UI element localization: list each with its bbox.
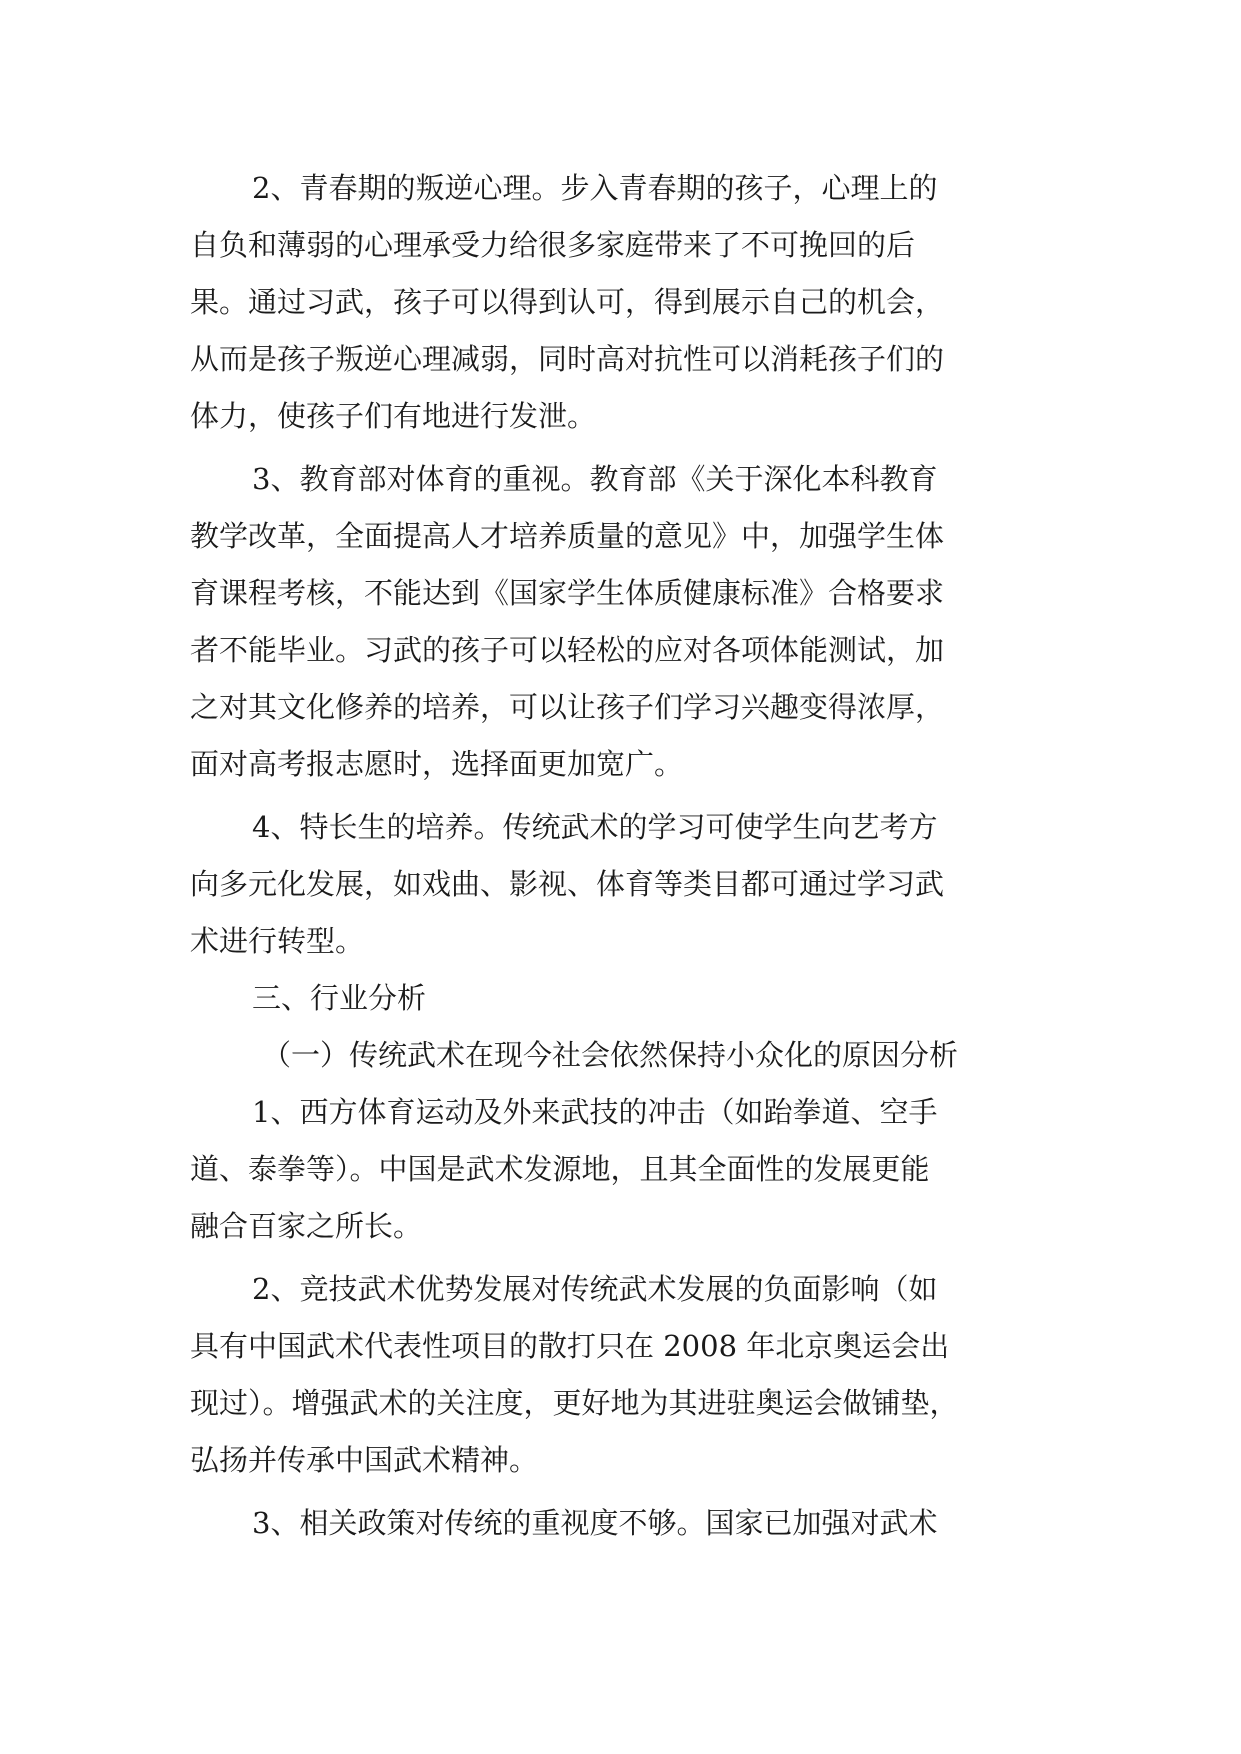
paragraph-special-talent [190,799,1070,970]
text-line: 1、西方体育运动及外来武技的冲击（如跆拳道、空手 [252,1095,938,1129]
text-line: 2、青春期的叛逆心理。步入青春期的孩子，心理上的 [252,171,938,205]
text-line: 从而是孩子叛逆心理减弱，同时高对抗性可以消耗孩子们的 [190,342,945,376]
text-line: 向多元化发展，如戏曲、影视、体育等类目都可通过学习武 [190,867,945,901]
text-line: 术进行转型。 [190,924,365,958]
text-line: 自负和薄弱的心理承受力给很多家庭带来了不可挽回的后 [190,228,916,262]
text-line: 融合百家之所长。 [190,1209,423,1243]
text-line: 者不能毕业。习武的孩子可以轻松的应对各项体能测试，加 [190,633,945,667]
text-line: 体力，使孩子们有地进行发泄。 [190,399,597,433]
subsection-heading [190,1027,1070,1084]
heading-line: （一）传统武术在现今社会依然保持小众化的原因分析 [262,1038,959,1072]
paragraph-rebellious-psychology [190,160,1070,445]
text-line: 3、教育部对体育的重视。教育部《关于深化本科教育 [252,462,938,496]
text-line: 之对其文化修养的培养，可以让孩子们学习兴趣变得浓厚， [190,690,945,724]
heading-line: 三、行业分析 [252,981,427,1015]
text-line: 面对高考报志愿时，选择面更加宽广。 [190,747,684,781]
section-heading-industry-analysis [190,970,1070,1027]
text-line: 果。通过习武，孩子可以得到认可，得到展示自己的机会， [190,285,945,319]
text-line: 教学改革，全面提高人才培养质量的意见》中，加强学生体 [190,519,945,553]
text-line: 育课程考核，不能达到《国家学生体质健康标准》合格要求 [190,576,945,610]
text-line: 现过）。增强武术的关注度，更好地为其进驻奥运会做铺垫， [190,1386,959,1420]
paragraph-western-sports [190,1084,1070,1255]
paragraph-education-ministry [190,451,1070,793]
paragraph-competitive-wushu [190,1261,1070,1489]
text-line: 道、泰拳等）。中国是武术发源地，且其全面性的发展更能 [190,1152,930,1186]
text-line: 2、竞技武术优势发展对传统武术发展的负面影响（如 [252,1272,938,1306]
text-line: 3、相关政策对传统的重视度不够。国家已加强对武术 [252,1506,938,1540]
paragraph-policy [190,1495,1070,1552]
text-line: 4、特长生的培养。传统武术的学习可使学生向艺考方 [252,810,938,844]
text-line: 弘扬并传承中国武术精神。 [190,1443,539,1477]
text-line: 具有中国武术代表性项目的散打只在 2008 年北京奥运会出 [190,1329,950,1363]
document-body [190,160,1070,1552]
